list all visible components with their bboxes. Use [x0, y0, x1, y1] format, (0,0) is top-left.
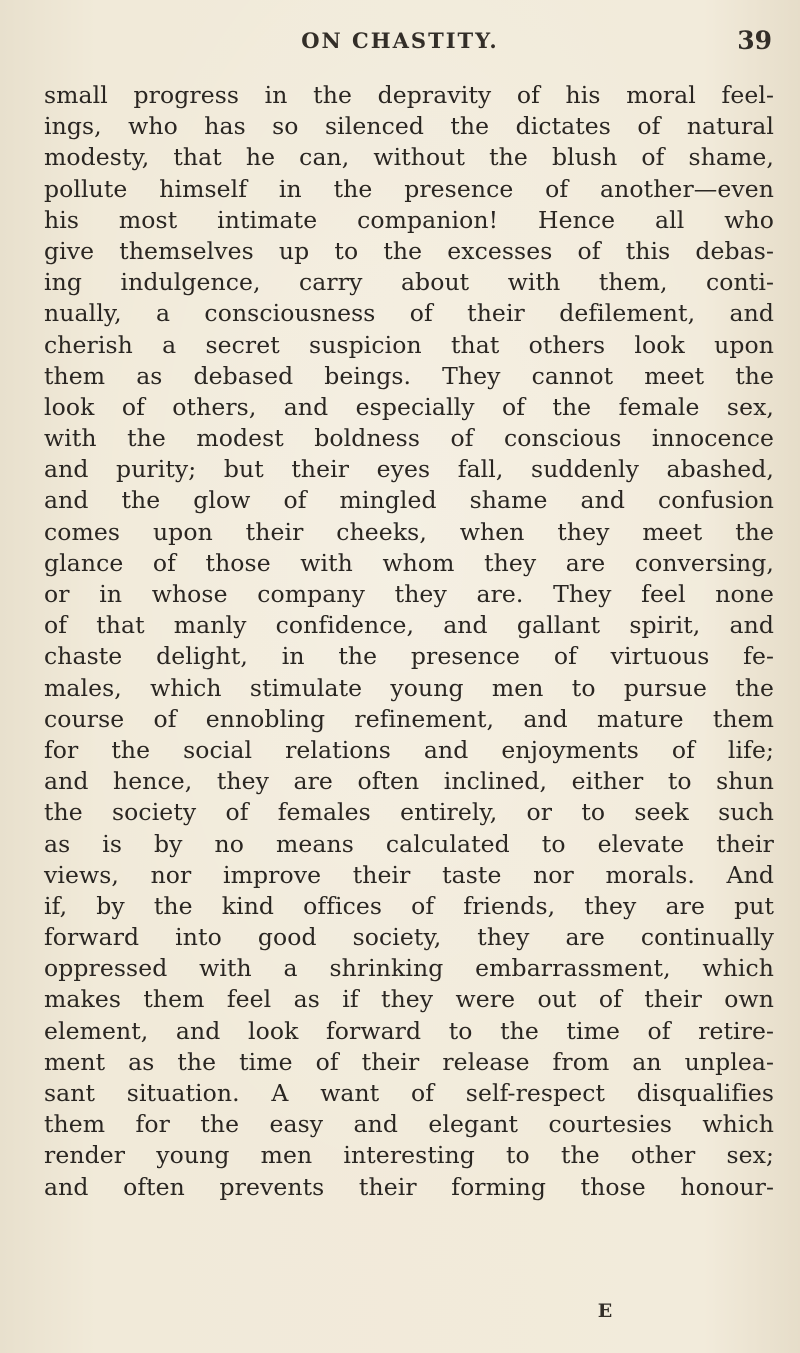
- signature-mark: [0, 1300, 800, 1322]
- text-line: course of ennobling refinement, and mature them: [44, 704, 774, 733]
- text-line: makes them feel as if they were out of their own: [44, 985, 774, 1014]
- text-line: sant situation. A want of self-respect disqualifies: [44, 1079, 774, 1107]
- text-line: with the modest boldness of conscious innocence: [44, 424, 774, 453]
- text-line: of that manly confidence, and gallant spirit, and: [44, 611, 774, 640]
- text-line: males, which stimulate young men to pursue the: [44, 673, 774, 702]
- text-line: forward into good society, they are continually: [44, 923, 774, 952]
- text-line: his most intimate companion! Hence all who: [44, 205, 774, 234]
- signature-letter: E: [597, 1300, 613, 1322]
- running-title: ON CHASTITY.: [301, 28, 499, 53]
- running-head: [0, 26, 800, 66]
- text-line: look of others, and especially of the female sex,: [44, 392, 774, 421]
- text-line: glance of those with whom they are conversing,: [44, 548, 774, 577]
- text-line: modesty, that he can, without the blush of shame,: [44, 143, 774, 172]
- text-line: if, by the kind offices of friends, they are put: [44, 891, 774, 920]
- text-line: pollute himself in the presence of another—even: [44, 174, 774, 203]
- text-line: ings, who has so silenced the dictates of natural: [44, 112, 774, 141]
- text-line: render young men interesting to the other sex;: [44, 1141, 774, 1170]
- text-line: and the glow of mingled shame and confusion: [44, 486, 774, 515]
- text-line: give themselves up to the excesses of this debas-: [44, 236, 774, 265]
- text-line: and often prevents their forming those honour-: [44, 1172, 774, 1201]
- text-line: comes upon their cheeks, when they meet the: [44, 517, 774, 546]
- text-line: chaste delight, in the presence of virtuous fe-: [44, 642, 774, 671]
- text-line: small progress in the depravity of his moral feel-: [44, 81, 774, 109]
- text-line: oppressed with a shrinking embarrassment, which: [44, 954, 774, 983]
- text-line: and hence, they are often inclined, either to shun: [44, 767, 774, 796]
- text-line: views, nor improve their taste nor morals. And: [44, 860, 774, 889]
- text-line: ing indulgence, carry about with them, conti-: [44, 268, 774, 297]
- page-number: 39: [737, 26, 772, 55]
- text-line: them as debased beings. They cannot meet the: [44, 361, 774, 390]
- text-line: ment as the time of their release from an unplea-: [44, 1047, 774, 1076]
- text-line: or in whose company they are. They feel none: [44, 580, 774, 608]
- text-line: them for the easy and elegant courtesies which: [44, 1110, 774, 1139]
- text-line: for the social relations and enjoyments of life;: [44, 735, 774, 764]
- text-line: as is by no means calculated to elevate their: [44, 829, 774, 858]
- text-line: and purity; but their eyes fall, suddenly abashed,: [44, 455, 774, 484]
- text-line: the society of females entirely, or to seek such: [44, 798, 774, 827]
- text-line: nually, a consciousness of their defilement, and: [44, 299, 774, 328]
- text-line: cherish a secret suspicion that others look upon: [44, 330, 774, 359]
- text-line: element, and look forward to the time of retire-: [44, 1016, 774, 1045]
- body-text: [44, 80, 774, 1203]
